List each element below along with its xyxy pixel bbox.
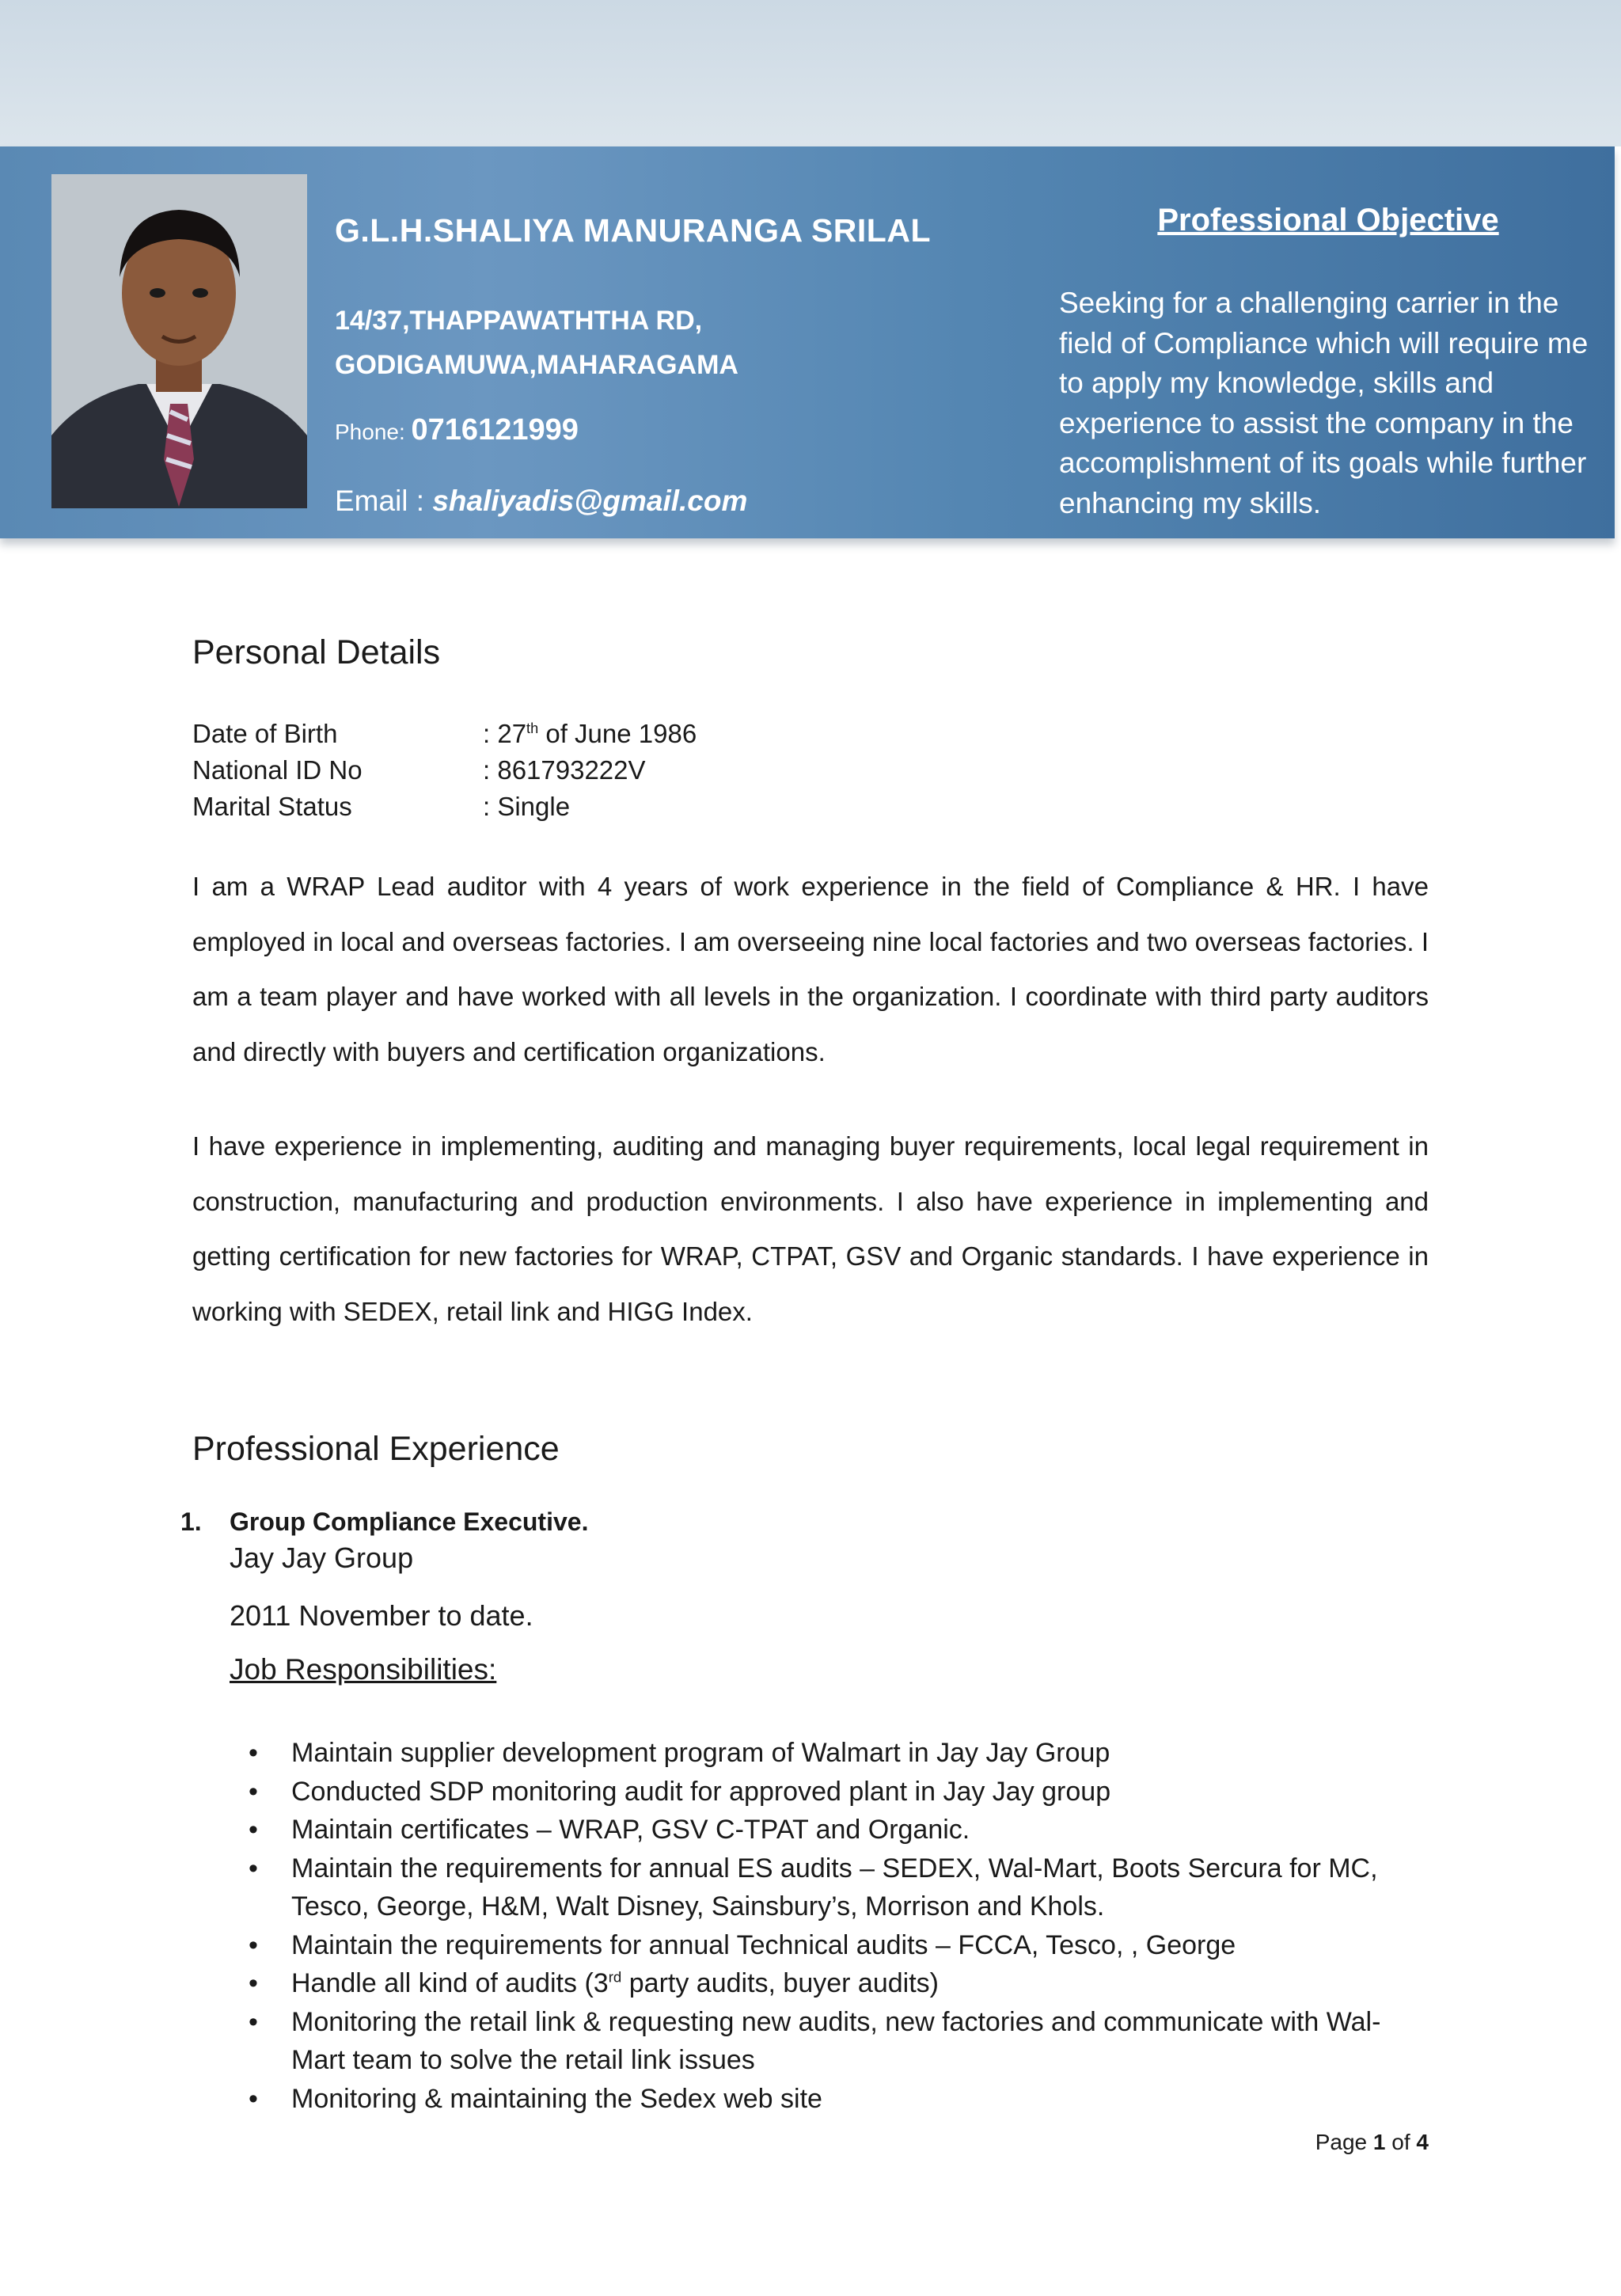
detail-row-national-id: [192, 755, 646, 785]
detail-label: Date of Birth: [192, 719, 338, 748]
detail-value: : 27th of June 1986: [483, 719, 697, 748]
address-line-1: 14/37,THAPPAWATHTHA RD,: [335, 306, 703, 336]
objective-title: Professional Objective: [1157, 203, 1499, 238]
list-item: • Maintain certificates – WRAP, GSV C-TPAT and Organic.: [245, 1811, 1433, 1849]
responsibilities-list: [245, 1734, 1433, 2118]
summary-paragraph-2: I have experience in implementing, auditing and managing buyer requirements, local legal requirement in construction, manufacturing and production environments. I also have experience in implementing and getting certification for new factories for WRAP, CTPAT, GSV and Organic standards. I have experience in working with SEDEX, retail link and HIGG Index.: [192, 1131, 1429, 1326]
job-title: [180, 1507, 588, 1537]
page-number: Page 1 of 4: [1315, 2130, 1429, 2154]
email: [335, 485, 747, 518]
detail-label: Marital Status: [192, 792, 352, 821]
objective-text: Seeking for a challenging carrier in the field of Compliance which will require me to apply my knowledge, skills and experience to assist the company in the accomplishment of its goals while further enhancing my skills.: [1059, 287, 1589, 519]
list-item: • Monitoring & maintaining the Sedex web site: [245, 2080, 1433, 2119]
profile-photo: [51, 174, 307, 508]
detail-value: : Single: [483, 792, 571, 821]
summary-paragraph-1: I am a WRAP Lead auditor with 4 years of work experience in the field of Compliance & HR. I have employed in local and overseas factories. I am overseeing nine local factories and two overseas factories. I am a team player and have worked with all levels in the organization. I coordinate with third party auditors and directly with buyers and certification organizations.: [192, 872, 1429, 1066]
job-responsibilities-label: Job Responsibilities:: [230, 1653, 497, 1686]
job-title-text: Group Compliance Executive.: [230, 1507, 589, 1536]
candidate-name: G.L.H.SHALIYA MANURANGA SRILAL: [335, 212, 931, 249]
list-item: • Conducted SDP monitoring audit for approved plant in Jay Jay group: [245, 1773, 1433, 1811]
list-item: • Maintain the requirements for annual ES audits – SEDEX, Wal-Mart, Boots Sercura for MC, Tesco, George, H&M, Walt Disney, Sainsbury’s, Morrison and Khols.: [245, 1849, 1433, 1926]
address-line-2: GODIGAMUWA,MAHARAGAMA: [335, 350, 738, 380]
detail-row-dob: [192, 719, 697, 749]
job-company: Jay Jay Group: [230, 1541, 414, 1574]
phone-number: 0716121999: [411, 413, 579, 447]
email-address: shaliyadis@gmail.com: [432, 485, 748, 517]
phone-label: Phone:: [335, 420, 405, 444]
job-dates: 2011 November to date.: [230, 1599, 533, 1632]
detail-row-marital-status: [192, 792, 571, 822]
address: [335, 298, 738, 387]
experience-title: Professional Experience: [192, 1430, 560, 1468]
detail-label: National ID No: [192, 755, 363, 785]
list-item: • Maintain supplier development program of Walmart in Jay Jay Group: [245, 1734, 1433, 1773]
personal-details-title: Personal Details: [192, 633, 441, 671]
phone: [335, 413, 579, 447]
list-item: • Monitoring the retail link & requesting new audits, new factories and communicate with Wal-Mart team to solve the retail link issues: [245, 2003, 1433, 2080]
email-label: Email :: [335, 485, 425, 517]
detail-value: : 861793222V: [483, 755, 646, 785]
list-item: • Handle all kind of audits (3rd party audits, buyer audits): [245, 1964, 1433, 2003]
job-number: 1.: [180, 1507, 202, 1536]
top-band: [0, 0, 1621, 146]
list-item: • Maintain the requirements for annual Technical audits – FCCA, Tesco, , George: [245, 1926, 1433, 1965]
